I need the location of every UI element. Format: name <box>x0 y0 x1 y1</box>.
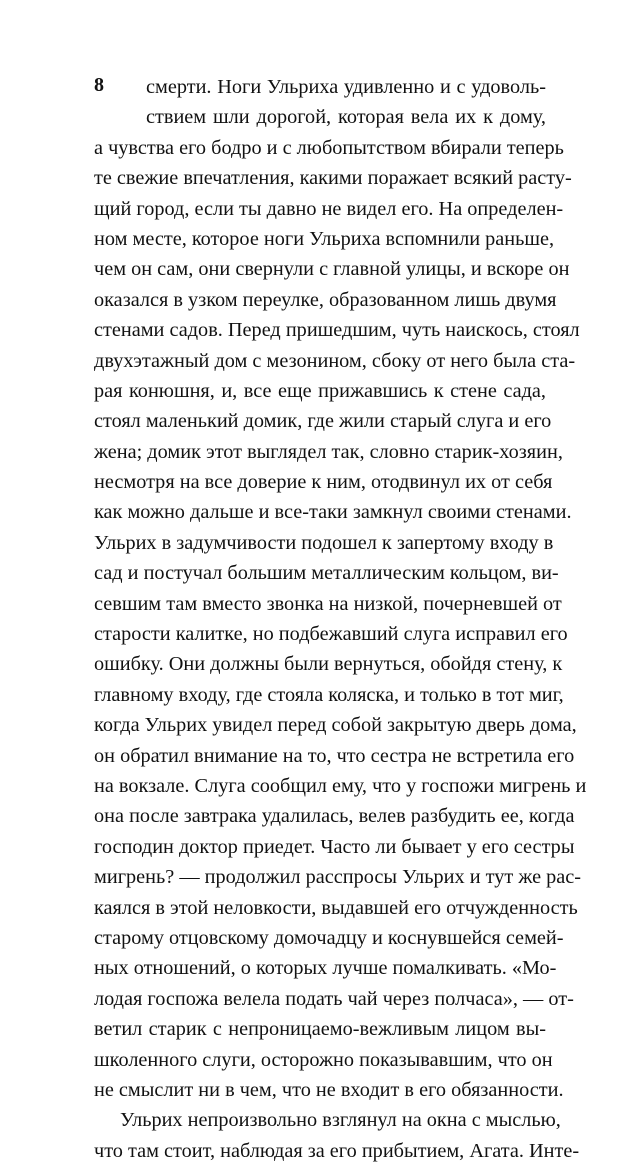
text-line: смерти. Ноги Ульриха удивленно и с удоволь- <box>146 76 546 98</box>
text-line: те свежие впечатления, какими поражает всякий расту- <box>94 167 572 190</box>
text-line: чем он сам, они свернули с главной улицы, и вскоре он <box>94 258 570 281</box>
text-line: а чувства его бодро и с любопытством вбирали теперь <box>94 136 564 159</box>
text-line: двухэтажный дом с мезонином, сбоку от него была ста- <box>94 349 576 372</box>
text-line: ствием шли дорогой, которая вела их к дому, <box>146 106 546 129</box>
text-line: севшим там вместо звонка на низкой, почерневшей от <box>94 592 562 615</box>
text-line: стенами садов. Перед пришедшим, чуть наискось, стоял <box>94 319 580 342</box>
text-line: ветил старик с непроницаемо-вежливым лицом вы- <box>94 1018 546 1041</box>
text-line: школенного слуги, осторожно показывавшим, что он <box>94 1048 553 1071</box>
text-line: каялся в этой неловкости, выдавшей его отчужденность <box>94 896 578 919</box>
text-line: ошибку. Они должны были вернуться, обойдя стену, к <box>94 653 563 676</box>
text-line: не смыслит ни в чем, что не входит в его обязанности. <box>94 1078 564 1101</box>
text-line: лодая госпожа велела подать чай через полчаса», — от- <box>94 987 574 1010</box>
text-line: несмотря на все доверие к ним, отодвинул их от себя <box>94 471 553 494</box>
text-line: старому отцовскому домочадцу и коснувшейся семей- <box>94 926 564 949</box>
text-line: на вокзале. Слуга сообщил ему, что у госпожи мигрень и <box>94 774 587 797</box>
text-line: жена; домик этот выглядел так, словно старик-хозяин, <box>94 440 563 463</box>
text-line: ных отношений, о которых лучше помалкивать. «Мо- <box>94 957 557 980</box>
page-number: 8 <box>94 74 104 96</box>
text-line: сад и постучал большим металлическим кольцом, ви- <box>94 562 559 585</box>
text-line: что там стоит, наблюдая за его прибытием, Агата. Инте- <box>94 1139 580 1162</box>
text-line: он обратил внимание на то, что сестра не встретила его <box>94 744 575 767</box>
text-line: как можно дальше и все-таки замкнул своими стенами. <box>94 501 572 524</box>
text-line: Ульрих непроизвольно взглянул на окна с мыслью, <box>120 1109 561 1132</box>
text-line: мигрень? — продолжил расспросы Ульрих и тут же рас- <box>94 866 582 889</box>
text-line: когда Ульрих увидел перед собой закрытую дверь дома, <box>94 714 577 737</box>
text-line: щий город, если ты давно не видел его. На определен- <box>94 197 564 220</box>
text-line: оказался в узком переулке, образованном лишь двумя <box>94 288 557 311</box>
text-line: главному входу, где стояла коляска, и только в тот миг, <box>94 683 564 706</box>
text-line: господин доктор приедет. Часто ли бывает у его сестры <box>94 835 575 858</box>
text-line: стоял маленький домик, где жили старый слуга и его <box>94 410 552 433</box>
text-line: старости калитке, но подбежавший слуга исправил его <box>94 623 568 646</box>
text-line: Ульрих в задумчивости подошел к запертому входу в <box>94 531 554 554</box>
text-line: ном месте, которое ноги Ульриха вспомнили раньше, <box>94 227 555 250</box>
text-line: рая конюшня, и, все еще прижавшись к стене сада, <box>94 379 546 402</box>
text-line: она после завтрака удалилась, велев разбудить ее, когда <box>94 805 575 828</box>
page-text <box>94 72 587 1166</box>
